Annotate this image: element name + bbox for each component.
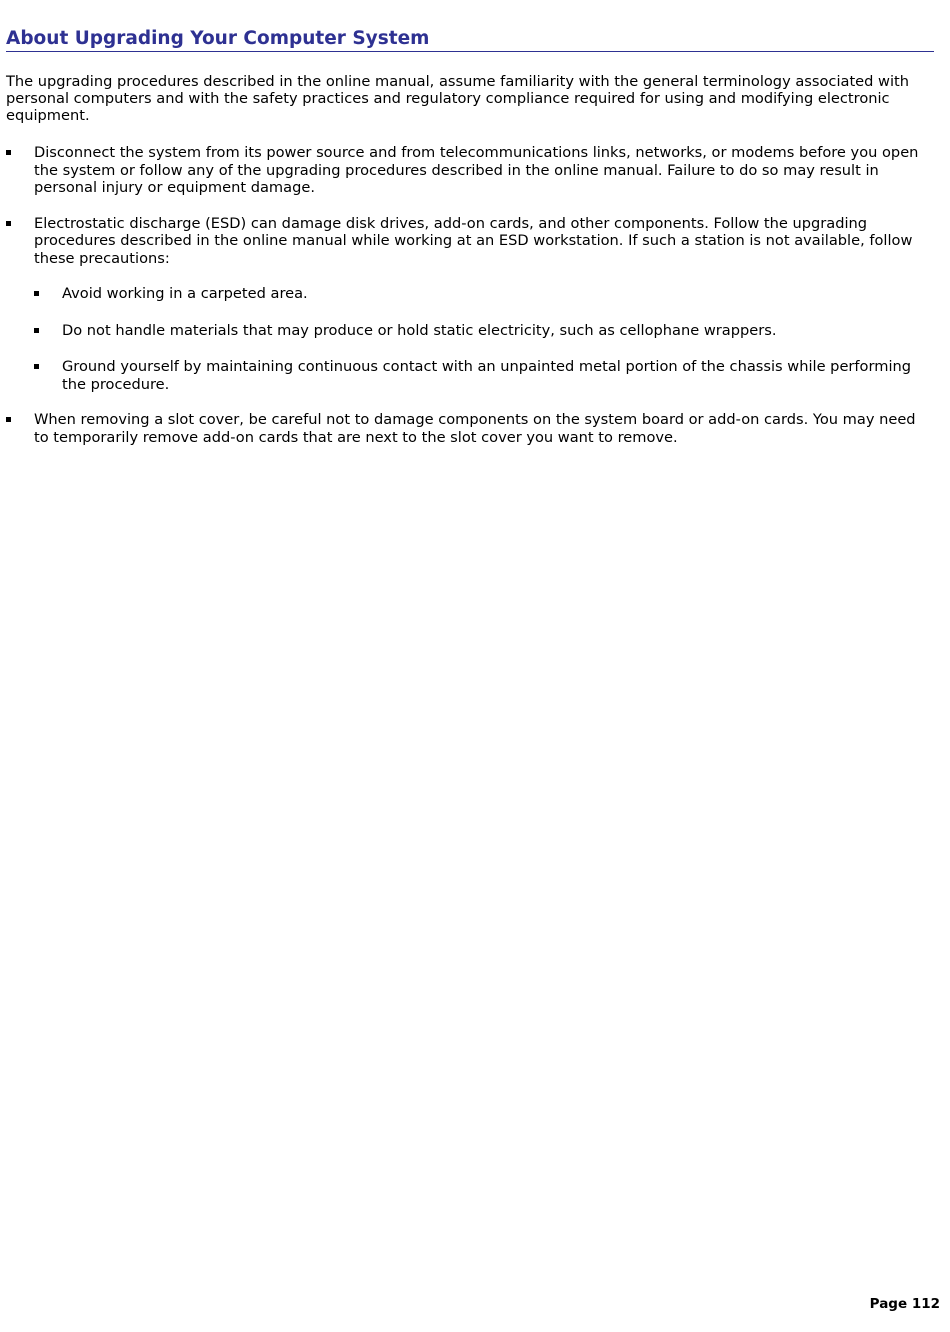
- intro-paragraph: The upgrading procedures described in the online manual, assume familiarity with the general terminology associated with personal computers and with the safety practices and regulatory compliance required for using and modifying electronic equipment.: [6, 73, 910, 124]
- sublist-item-text: Avoid working in a carpeted area.: [62, 285, 308, 302]
- square-bullet-icon: [34, 291, 39, 296]
- list-item-text: Disconnect the system from its power source and from telecommunications links, networks, or modems before you open the system or follow any of the upgrading procedures described in the online manual. Failure to do so may result in personal injury or equipment damage.: [34, 144, 919, 196]
- sublist-item-carpet: [34, 285, 934, 303]
- sublist-item-static-materials: [34, 322, 934, 340]
- list-item-text: When removing a slot cover, be careful not to damage components on the system board or add-on cards. You may need to temporarily remove add-on cards that are next to the slot cover you want to remove.: [34, 411, 916, 446]
- precautions-list: [6, 144, 934, 446]
- list-item-text: Electrostatic discharge (ESD) can damage disk drives, add-on cards, and other components. Follow the upgrading procedures described in the online manual while working at an ESD workstation. If such a station is not available, follow these precautions:: [34, 214, 913, 267]
- square-bullet-icon: [6, 417, 11, 422]
- sublist-item-text: Ground yourself by maintaining continuous contact with an unpainted metal portion of the chassis while performing the procedure.: [62, 358, 912, 393]
- list-item-esd: [6, 215, 934, 394]
- list-item-disconnect: [6, 144, 934, 197]
- sublist-item-text: Do not handle materials that may produce or hold static electricity, such as cellophane wrappers.: [62, 321, 777, 339]
- square-bullet-icon: [34, 364, 39, 369]
- page-number: Page 112: [869, 1296, 940, 1312]
- document-page: [6, 28, 934, 464]
- square-bullet-icon: [6, 221, 11, 226]
- list-item-slot-cover: [6, 411, 934, 446]
- square-bullet-icon: [34, 328, 39, 333]
- page-title: About Upgrading Your Computer System: [6, 28, 934, 52]
- esd-precautions-sublist: [34, 285, 934, 393]
- square-bullet-icon: [6, 150, 11, 155]
- sublist-item-ground-yourself: [34, 358, 934, 393]
